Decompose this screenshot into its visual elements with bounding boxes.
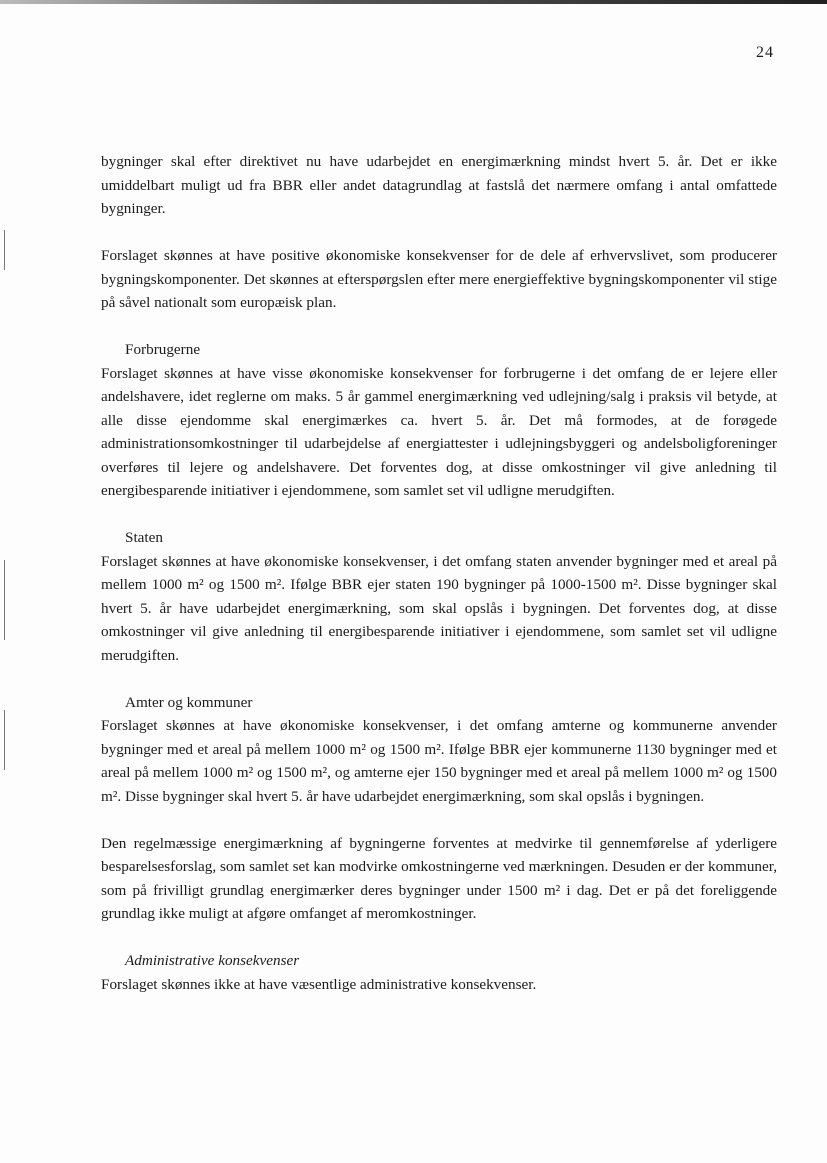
scan-top-edge bbox=[0, 0, 827, 4]
section-heading-staten: Staten bbox=[125, 529, 163, 546]
scan-left-edge-mark bbox=[4, 230, 5, 270]
section-heading-amter: Amter og kommuner bbox=[125, 693, 253, 711]
section-heading-administrative: Administrative konsekvenser bbox=[125, 952, 300, 969]
document-body bbox=[101, 150, 777, 996]
scan-left-edge-mark bbox=[4, 560, 5, 640]
paragraph: bygninger skal efter direktivet nu have udarbejdet en energimærkning mindst hvert 5. år. Det er ikke umiddelbart muligt ud fra BBR eller andet datagrundlag at fastslå det nærmere omfang i antal omfattede bygninger. bbox=[101, 153, 777, 217]
paragraph: Forslaget skønnes at have økonomiske konsekvenser, i det omfang staten anvender bygninger med et areal på mellem 1000 m² og 1500 m². Ifølge BBR ejer staten 190 bygninger på 1000-1500 m². Disse bygninger skal hvert 5. år have udarbejdet energimærkning, som skal opslås i bygningen. Det forventes dog, at disse omkostninger vil give anledning til energibesparende initiativer i ejendommene, som samlet set vil udligne merudgiften. bbox=[101, 552, 777, 664]
paragraph: Forslaget skønnes at have visse økonomiske konsekvenser for forbrugerne i det omfang de er lejere eller andelshavere, idet reglerne om maks. 5 år gammel energimærkning ved udlejning/salg i praksis vil betyde, at alle disse ejendomme skal energimærkes ca. hvert 5. år. Det må formodes, at de forøgede administrationsomkostninger til udarbejdelse af energiattester i udlejningsbyggeri og andelsboligforeninger overføres til lejere og andelshavere. Det forventes dog, at disse omkostninger vil give anledning til energibesparende initiativer i ejendommene, som samlet set vil udligne merudgiften. bbox=[101, 364, 777, 499]
paragraph: Forslaget skønnes at have økonomiske konsekvenser, i det omfang amterne og kommunerne anvender bygninger med et areal på mellem 1000 m² og 1500 m². Ifølge BBR ejer kommunerne 1130 bygninger med et areal på mellem 1000 m² og 1500 m², og amterne ejer 150 bygninger med et areal på mellem 1000 m² og 1500 m². Disse bygninger skal hvert 5. år have udarbejdet energimærkning, som skal opslås i bygningen. bbox=[101, 717, 777, 805]
paragraph: Den regelmæssige energimærkning af bygningerne forventes at medvirke til gennemførelse af yderligere besparelsesforslag, som samlet set kan modvirke omkostningerne ved mærkningen. Desuden er der kommuner, som på frivilligt grundlag energimærker deres bygninger under 1500 m² i dag. Det er på det foreliggende grundlag ikke muligt at afgøre omfanget af meromkostninger. bbox=[101, 834, 777, 922]
scan-left-edge-mark bbox=[4, 710, 5, 770]
section-heading-forbrugerne: Forbrugerne bbox=[125, 341, 201, 358]
paragraph: Forslaget skønnes at have positive økonomiske konsekvenser for de dele af erhvervslivet, som producerer bygningskomponenter. Det skønnes at efterspørgslen efter mere energieffektive bygningskomponenter vil stige på såvel nationalt som europæisk plan. bbox=[101, 247, 777, 311]
page-number: 24 bbox=[756, 44, 774, 61]
paragraph: Forslaget skønnes ikke at have væsentlige administrative konsekvenser. bbox=[101, 975, 537, 993]
